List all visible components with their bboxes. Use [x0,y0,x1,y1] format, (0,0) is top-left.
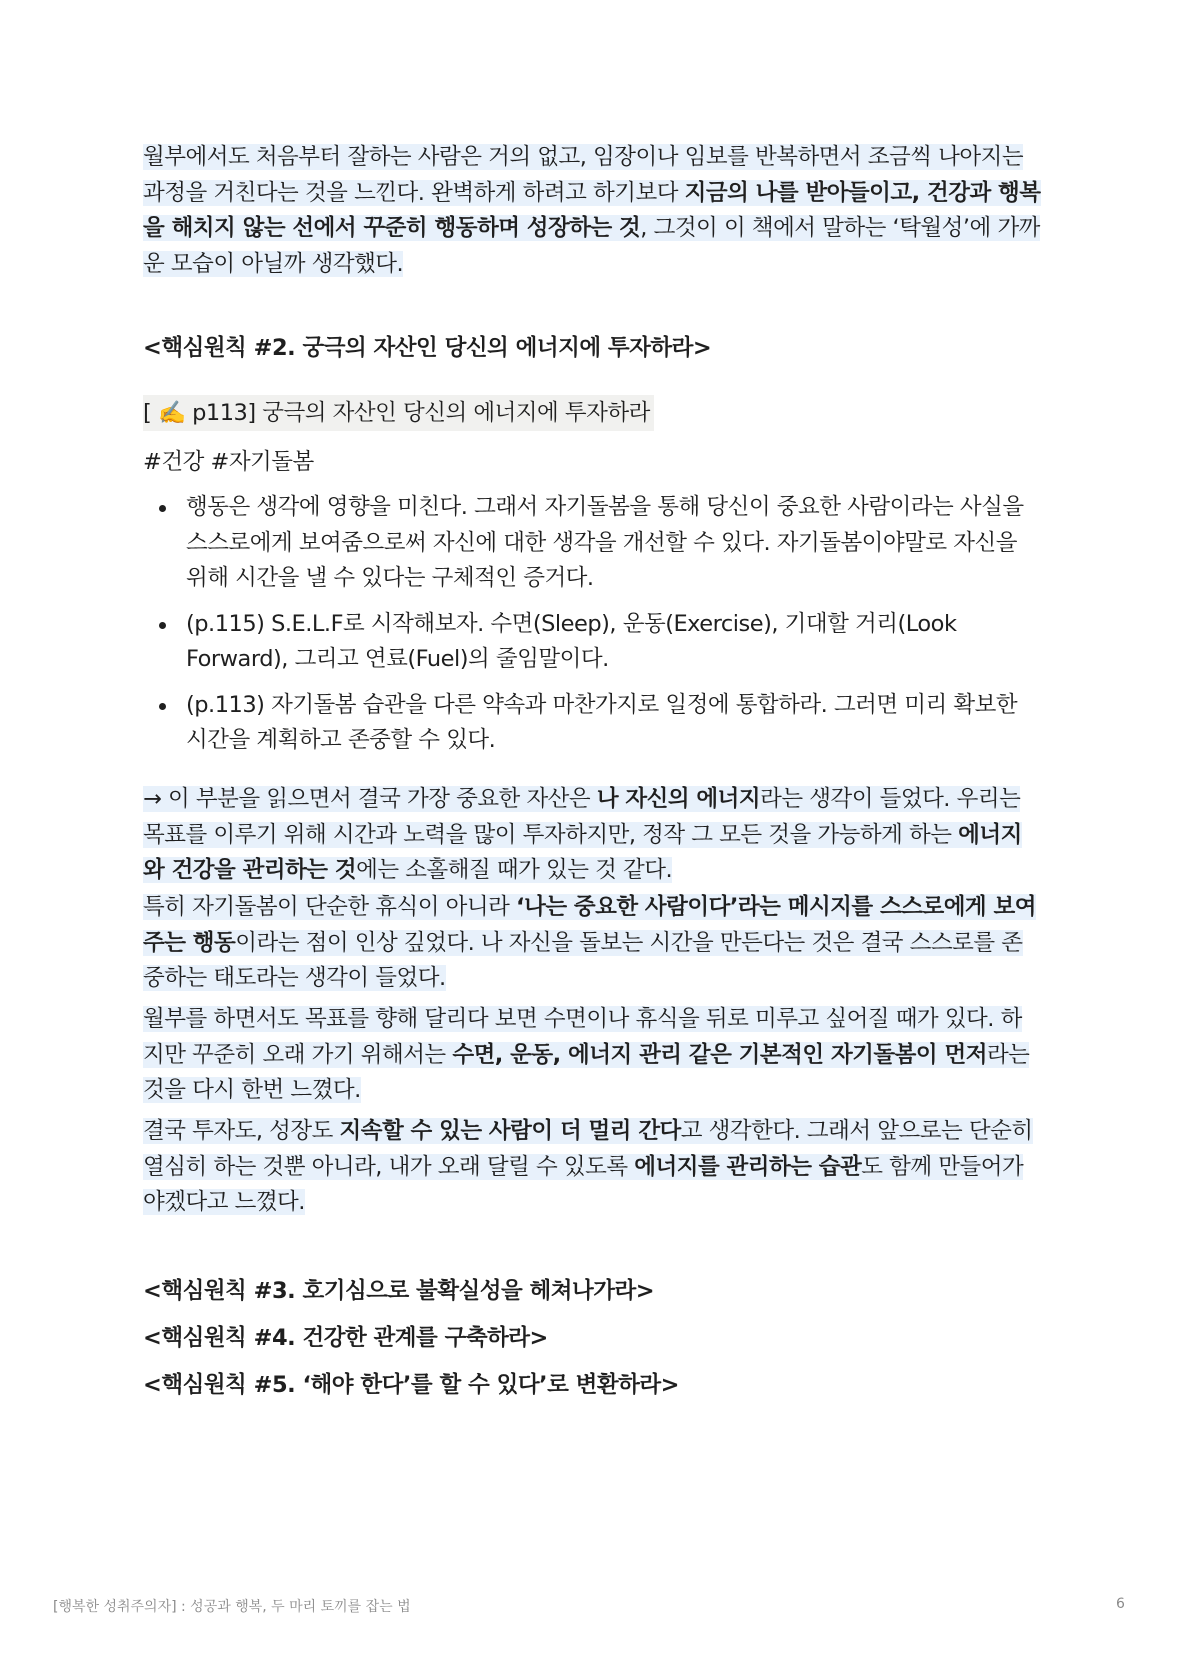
list-item-text: 행동은 생각에 영향을 미친다. 그래서 자기돌봄을 통해 당신이 중요한 사람이라는 사실을 스스로에게 보여줌으로써 자신에 대한 생각을 개선할 수 있다. 자기돌봄이야말로 자신을 위해 시간을 낼 수 있다는 구체적인 증거다. [186,494,1024,591]
bullet-icon [159,703,166,710]
paragraph-reflection-5 [143,1114,1043,1221]
page-number: 6 [1116,1596,1125,1612]
list-item [143,490,1043,597]
text-segment: 고 생각한다. 그래서 앞으로는 단순히 열심히 하는 것뿐 아니라, 내가 오래 달릴 수 있도록 [143,1118,1033,1180]
page-reference-callout [143,395,654,431]
hashtags: #건강 #자기돌봄 [143,449,314,475]
list-item-text: (p.113) 자기돌봄 습관을 다른 약속과 마찬가지로 일정에 통합하라. 그러면 미리 확보한 시간을 계획하고 존중할 수 있다. [186,691,1018,753]
list-item [143,688,1043,759]
paragraph-reflection-1 [143,140,1043,282]
list-item-text: (p.115) S.E.L.F로 시작해보자. 수면(Sleep), 운동(Exercise), 기대할 거리(Look Forward), 그리고 연료(Fuel)의 줄임말이다. [186,610,957,672]
text-segment: → 이 부분을 읽으면서 결국 가장 중요한 자산은 [143,786,597,812]
bold-segment: 지금의 나를 받아들이고, 건강과 행복을 해치지 않는 선에서 꾸준히 행동하며 성장하는 것 [143,179,1041,241]
bold-segment: 지속할 수 있는 사람이 더 멀리 간다 [339,1118,681,1144]
section-heading-2: <핵심원칙 #2. 궁극의 자산인 당신의 에너지에 투자하라> [143,335,712,361]
section-heading-4: <핵심원칙 #4. 건강한 관계를 구축하라> [143,1325,548,1351]
text-segment: 월부를 하면서도 목표를 향해 달리다 보면 수면이나 휴식을 뒤로 미루고 싶어질 때가 있다. 하지만 꾸준히 오래 가기 위해서는 [143,1006,1022,1068]
bold-segment: 수면, 운동, 에너지 관리 같은 기본적인 자기돌봄이 먼저 [452,1041,987,1068]
quote-bullet-list [143,490,1043,759]
text-segment: 월부에서도 처음부터 잘하는 사람은 거의 없고, 임장이나 임보를 반복하면서 조금씩 나아지는 과정을 거친다는 것을 느낀다. 완벽하게 하려고 하기보다 [143,144,1024,206]
paragraph-reflection-3 [143,890,1043,997]
callout-text: p113] 궁극의 자산인 당신의 에너지에 투자하라 [185,400,650,426]
section-heading-3: <핵심원칙 #3. 호기심으로 불확실성을 헤쳐나가라> [143,1278,655,1304]
bold-segment: ‘나는 중요한 사람이다’라는 메시지를 스스로에게 보여주는 행동 [143,894,1036,956]
paragraph-reflection-4 [143,1002,1043,1109]
bold-segment: 에너지와 건강을 관리하는 것 [143,821,1022,883]
paragraph-reflection-2 [143,782,1043,889]
text-segment: 특히 자기돌봄이 단순한 휴식이 아니라 [143,894,517,920]
text-segment: , 그것이 이 책에서 말하는 ‘탁월성’에 가까운 모습이 아닐까 생각했다. [143,215,1040,277]
text-segment: 도 함께 만들어가야겠다고 느꼈다. [143,1153,1024,1215]
bold-segment: 에너지를 관리하는 습관 [634,1153,862,1180]
callout-bracket: [ [143,400,158,426]
text-segment: 에는 소홀해질 때가 있는 것 같다. [356,857,673,883]
text-segment: 라는 것을 다시 한번 느꼈다. [143,1041,1030,1103]
bullet-icon [159,622,166,629]
bullet-icon [159,505,166,512]
bold-segment: 나 자신의 에너지 [596,786,761,812]
text-segment: 라는 생각이 들었다. 우리는 목표를 이루기 위해 시간과 노력을 많이 투자하지만, 정작 그 모든 것을 가능하게 하는 [143,786,1021,848]
section-heading-5: <핵심원칙 #5. ‘해야 한다’를 할 수 있다’로 변환하라> [143,1372,679,1398]
footer-book-title: [행복한 성취주의자] : 성공과 행복, 두 마리 토끼를 잡는 법 [53,1599,411,1615]
text-segment: 결국 투자도, 성장도 [143,1118,340,1144]
text-segment: 이라는 점이 인상 깊었다. 나 자신을 돌보는 시간을 만든다는 것은 결국 스스로를 존중하는 태도라는 생각이 들었다. [143,929,1023,991]
writing-hand-icon: ✍️ [157,400,186,426]
list-item [143,607,1043,678]
